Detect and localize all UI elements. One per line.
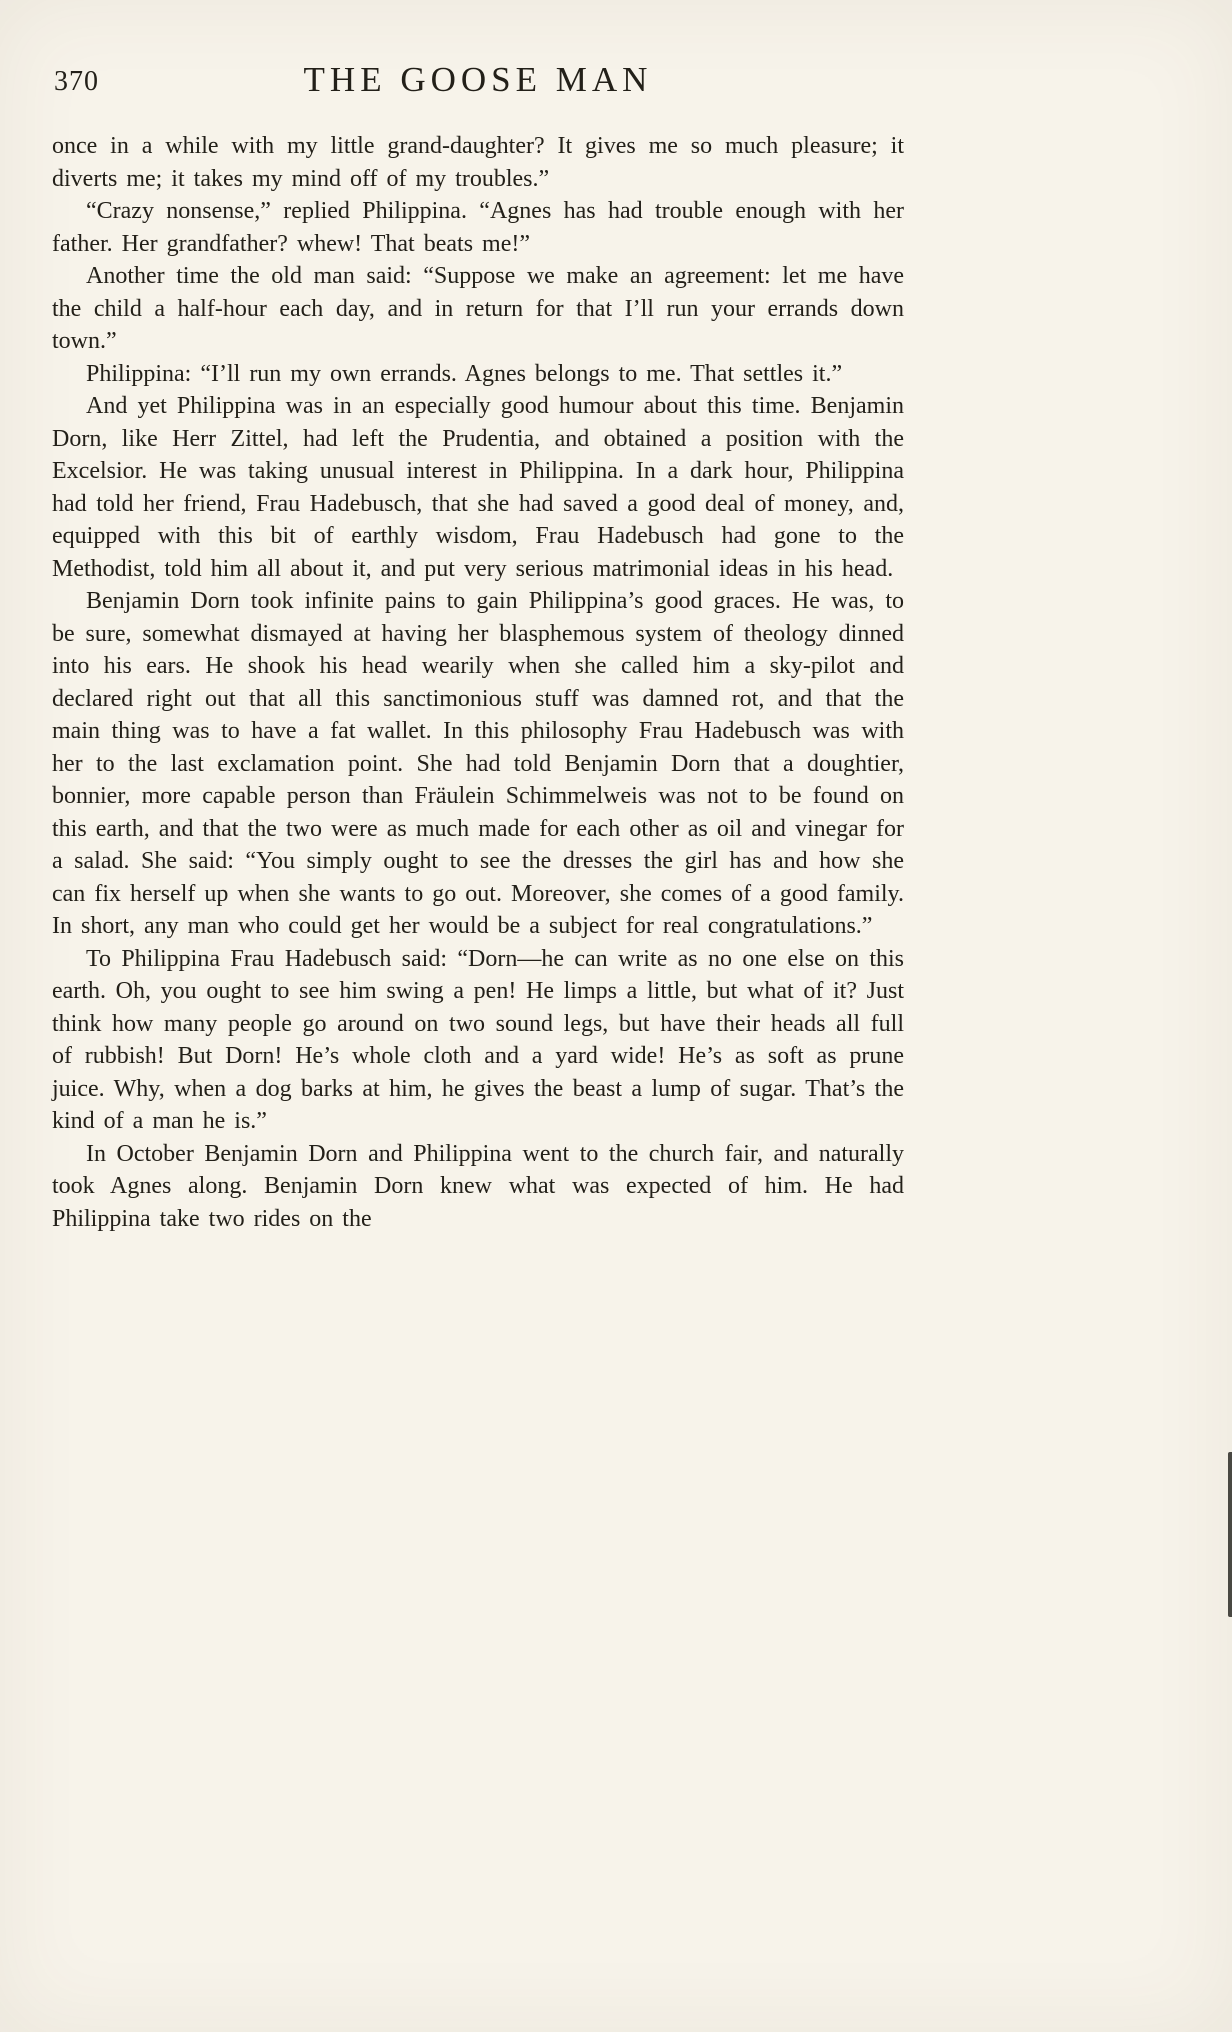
- paragraph: Benjamin Dorn took infinite pains to gain Philippina’s good graces. He was, to be sure, somewhat dismayed at having her blasphemous system of theology dinned into his ears. He shook his head wearily when she called him a sky-pilot and declared right out that all this sanctimonious stuff was damned rot, and that the main thing was to have a fat wallet. In this philosophy Frau Hadebusch was with her to the last exclamation point. She had told Benjamin Dorn that a doughtier, bonnier, more capable person than Fräulein Schimmelweis was not to be found on this earth, and that the two were as much made for each other as oil and vinegar for a salad. She said: “You simply ought to see the dresses the girl has and how she can fix herself up when she wants to go out. Moreover, she comes of a good family. In short, any man who could get her would be a subject for real congratulations.”: [52, 588, 904, 939]
- page-body: [52, 130, 904, 1235]
- paragraph: Philippina: “I’ll run my own errands. Agnes belongs to me. That settles it.”: [86, 360, 843, 387]
- scan-edge-artifact: [1228, 1452, 1232, 1617]
- paragraph: “Crazy nonsense,” replied Philippina. “Agnes has had trouble enough with her father. Her grandfather? whew! That beats me!”: [52, 198, 904, 257]
- page-content: [52, 56, 904, 1235]
- paragraph: In October Benjamin Dorn and Philippina went to the church fair, and naturally took Agnes along. Benjamin Dorn knew what was expected of him. He had Philippina take two rides on the: [52, 1140, 904, 1232]
- paragraph: And yet Philippina was in an especially good humour about this time. Benjamin Dorn, like Herr Zittel, had left the Prudentia, and obtained a position with the Excelsior. He was taking unusual interest in Philippina. In a dark hour, Philippina had told her friend, Frau Hadebusch, that she had saved a good deal of money, and, equipped with this bit of earthly wisdom, Frau Hadebusch had gone to the Methodist, told him all about it, and put very serious matrimonial ideas in his head.: [52, 393, 904, 582]
- paragraph: To Philippina Frau Hadebusch said: “Dorn—he can write as no one else on this earth. Oh, you ought to see him swing a pen! He limps a little, but what of it? Just think how many people go around on two sound legs, but have their heads all full of rubbish! But Dorn! He’s whole cloth and a yard wide! He’s as soft as prune juice. Why, when a dog barks at him, he gives the beast a lump of sugar. That’s the kind of a man he is.”: [52, 945, 904, 1134]
- page-title: THE GOOSE MAN: [303, 60, 653, 99]
- page-number: 370: [54, 66, 99, 97]
- paragraph: Another time the old man said: “Suppose we make an agreement: let me have the child a half-hour each day, and in return for that I’ll run your errands down town.”: [52, 263, 904, 354]
- page-header: [52, 56, 904, 100]
- paragraph: once in a while with my little grand-daughter? It gives me so much pleasure; it diverts me; it takes my mind off of my troubles.”: [52, 133, 904, 192]
